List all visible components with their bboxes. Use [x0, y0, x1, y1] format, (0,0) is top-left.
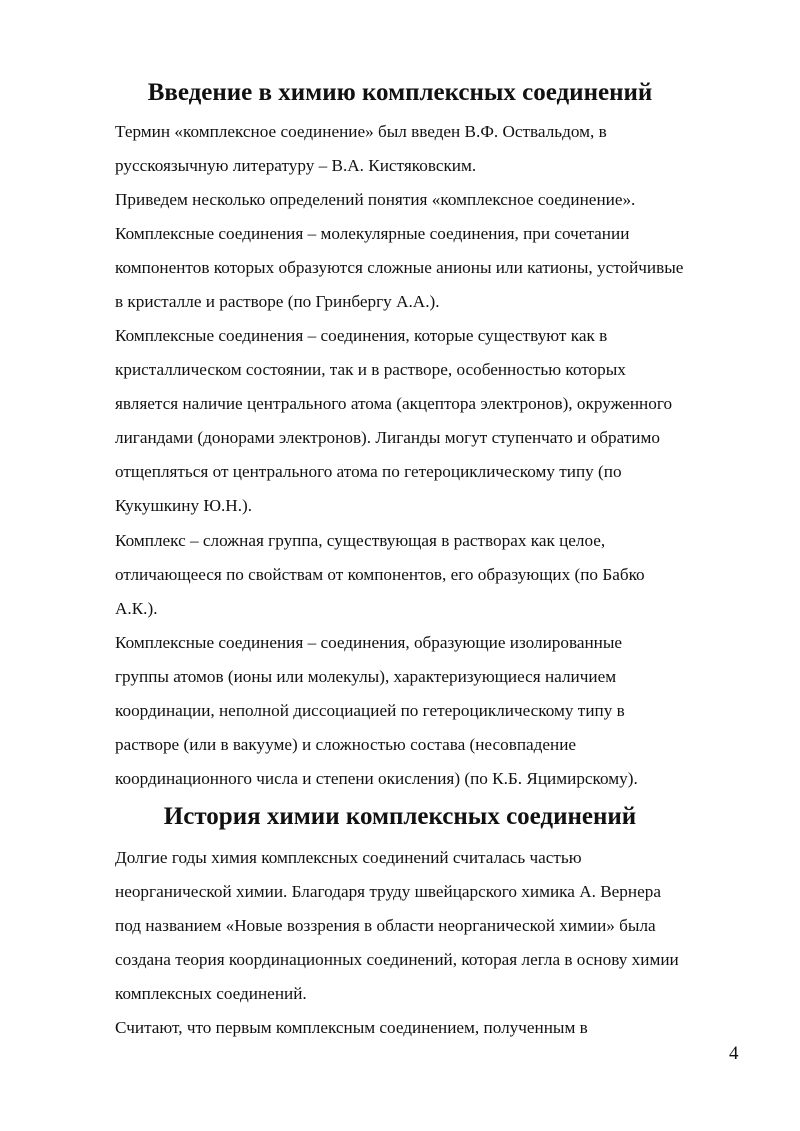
paragraph-line: компонентов которых образуются сложные анионы или катионы, устойчивые: [115, 258, 684, 277]
paragraph-line: Кукушкину Ю.Н.).: [115, 496, 253, 515]
paragraph-line: отщепляться от центрального атома по гетероциклическому типу (по: [115, 462, 622, 481]
paragraph-line: Комплексные соединения – молекулярные соединения, при сочетании: [115, 224, 630, 243]
paragraph-line: неорганической химии. Благодаря труду швейцарского химика А. Вернера: [115, 882, 661, 901]
paragraph-line: Комплексные соединения – соединения, образующие изолированные: [115, 633, 623, 652]
paragraph-line: создана теория координационных соединений, которая легла в основу химии: [115, 950, 679, 969]
paragraph-line: координации, неполной диссоциацией по гетероциклическому типу в: [115, 701, 625, 720]
paragraph-line: является наличие центрального атома (акцептора электронов), окруженного: [115, 394, 673, 413]
paragraph-line: русскоязычную литературу – В.А. Кистяковским.: [115, 156, 477, 175]
paragraph-line: Считают, что первым комплексным соединением, полученным в: [115, 1018, 588, 1037]
paragraph-line: Термин «комплексное соединение» был введен В.Ф. Оствальдом, в: [115, 122, 607, 141]
paragraph-line: группы атомов (ионы или молекулы), характеризующиеся наличием: [115, 667, 617, 686]
paragraph-line: Долгие годы химия комплексных соединений считалась частью: [115, 848, 582, 867]
paragraph-line: растворе (или в вакууме) и сложностью состава (несовпадение: [115, 735, 577, 754]
section-heading-intro: Введение в химию комплексных соединений: [147, 79, 653, 106]
page-number: 4: [729, 1043, 739, 1064]
paragraph-line: А.К.).: [115, 599, 158, 618]
paragraph-line: отличающееся по свойствам от компонентов, его образующих (по Бабко: [115, 565, 645, 584]
paragraph-line: Приведем несколько определений понятия «комплексное соединение».: [115, 190, 636, 209]
paragraph-line: комплексных соединений.: [115, 984, 307, 1003]
paragraph-line: Комплекс – сложная группа, существующая в растворах как целое,: [115, 531, 606, 550]
paragraph-line: координационного числа и степени окисления) (по К.Б. Яцимирскому).: [115, 769, 638, 788]
paragraph-line: в кристалле и растворе (по Гринбергу А.А.).: [115, 292, 440, 311]
section-heading-history: История химии комплексных соединений: [163, 803, 637, 830]
paragraph-line: под названием «Новые воззрения в области неорганической химии» была: [115, 916, 656, 935]
paragraph-line: Комплексные соединения – соединения, которые существуют как в: [115, 326, 608, 345]
paragraph-line: кристаллическом состоянии, так и в растворе, особенностью которых: [115, 360, 626, 379]
paragraph-line: лигандами (донорами электронов). Лиганды могут ступенчато и обратимо: [115, 428, 660, 447]
